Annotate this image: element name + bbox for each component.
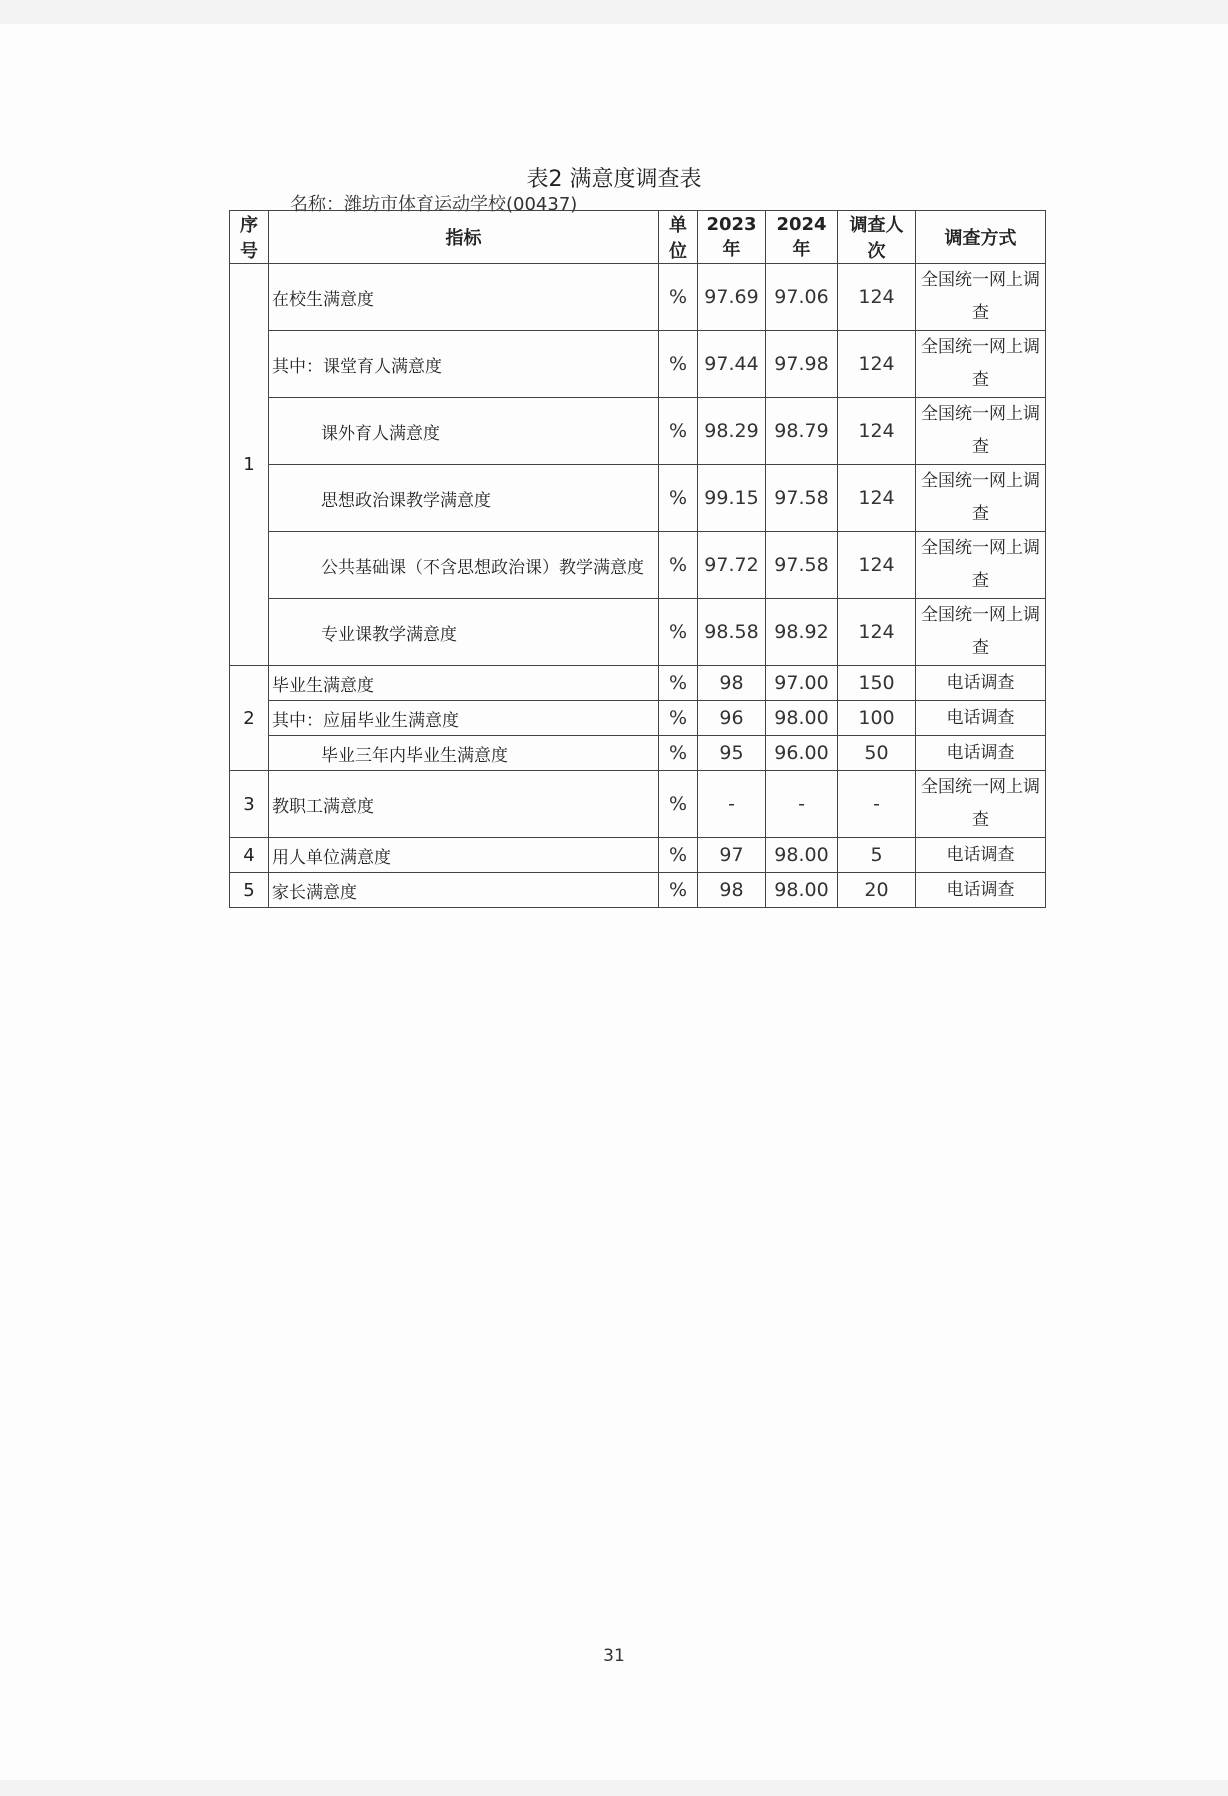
row-2023: 97	[698, 838, 766, 873]
header-2024: 2024年	[766, 211, 838, 264]
row-2024: 98.79	[766, 398, 838, 465]
row-method: 全国统一网上调查	[916, 398, 1046, 465]
row-2024: 97.58	[766, 532, 838, 599]
header-unit: 单位	[659, 211, 698, 264]
table-row	[230, 873, 1046, 908]
row-count: 50	[838, 736, 916, 771]
header-2023: 2023年	[698, 211, 766, 264]
row-2023: 97.72	[698, 532, 766, 599]
row-count: 124	[838, 465, 916, 532]
table-row	[230, 264, 1046, 331]
row-indicator: 在校生满意度	[269, 264, 659, 331]
row-2023: 98	[698, 873, 766, 908]
row-indicator: 教职工满意度	[269, 771, 659, 838]
row-unit: %	[659, 666, 698, 701]
organization-name: 名称：潍坊市体育运动学校(00437)	[290, 194, 578, 215]
row-method: 全国统一网上调查	[916, 771, 1046, 838]
table-row	[230, 465, 1046, 532]
row-indicator: 其中：应届毕业生满意度	[269, 701, 659, 736]
row-count: -	[838, 771, 916, 838]
row-2024: 98.00	[766, 701, 838, 736]
row-2024: -	[766, 771, 838, 838]
table-title: 表2 满意度调查表	[526, 167, 702, 192]
row-2023: 97.44	[698, 331, 766, 398]
header-indicator: 指标	[269, 211, 659, 264]
row-2024: 96.00	[766, 736, 838, 771]
row-method: 电话调查	[916, 838, 1046, 873]
row-unit: %	[659, 532, 698, 599]
row-unit: %	[659, 599, 698, 666]
table-row	[230, 736, 1046, 771]
table-row	[230, 331, 1046, 398]
table-row	[230, 599, 1046, 666]
row-2024: 97.58	[766, 465, 838, 532]
page-number: 31	[603, 1646, 625, 1666]
row-indicator: 专业课教学满意度	[269, 599, 659, 666]
row-indicator: 家长满意度	[269, 873, 659, 908]
row-method: 电话调查	[916, 701, 1046, 736]
row-2023: 99.15	[698, 465, 766, 532]
row-2024: 98.00	[766, 838, 838, 873]
row-method: 全国统一网上调查	[916, 599, 1046, 666]
document-page	[0, 24, 1228, 1780]
row-indicator: 毕业三年内毕业生满意度	[269, 736, 659, 771]
row-indicator: 毕业生满意度	[269, 666, 659, 701]
row-count: 124	[838, 398, 916, 465]
row-count: 5	[838, 838, 916, 873]
row-unit: %	[659, 331, 698, 398]
table-row	[230, 838, 1046, 873]
header-method: 调查方式	[916, 211, 1046, 264]
header-count: 调查人次	[838, 211, 916, 264]
table-row	[230, 771, 1046, 838]
row-unit: %	[659, 838, 698, 873]
table-row	[230, 532, 1046, 599]
header-seq: 序号	[230, 211, 269, 264]
table-row	[230, 398, 1046, 465]
row-unit: %	[659, 465, 698, 532]
row-count: 124	[838, 331, 916, 398]
row-seq: 2	[230, 666, 269, 771]
row-count: 100	[838, 701, 916, 736]
row-seq: 3	[230, 771, 269, 838]
row-unit: %	[659, 398, 698, 465]
row-count: 124	[838, 532, 916, 599]
table-row	[230, 701, 1046, 736]
row-count: 150	[838, 666, 916, 701]
row-unit: %	[659, 736, 698, 771]
row-indicator: 公共基础课（不含思想政治课）教学满意度	[269, 532, 659, 599]
row-method: 全国统一网上调查	[916, 331, 1046, 398]
row-method: 全国统一网上调查	[916, 532, 1046, 599]
row-count: 124	[838, 264, 916, 331]
row-indicator: 其中：课堂育人满意度	[269, 331, 659, 398]
row-2023: 97.69	[698, 264, 766, 331]
row-indicator: 思想政治课教学满意度	[269, 465, 659, 532]
satisfaction-survey-table	[229, 210, 1046, 908]
row-method: 电话调查	[916, 736, 1046, 771]
row-2023: -	[698, 771, 766, 838]
header-row	[230, 211, 1046, 264]
row-method: 电话调查	[916, 873, 1046, 908]
row-2024: 97.06	[766, 264, 838, 331]
row-method: 全国统一网上调查	[916, 465, 1046, 532]
row-indicator: 课外育人满意度	[269, 398, 659, 465]
row-seq: 4	[230, 838, 269, 873]
row-2023: 98	[698, 666, 766, 701]
row-2024: 97.00	[766, 666, 838, 701]
row-2024: 97.98	[766, 331, 838, 398]
row-method: 全国统一网上调查	[916, 264, 1046, 331]
row-2023: 96	[698, 701, 766, 736]
row-method: 电话调查	[916, 666, 1046, 701]
table-row	[230, 666, 1046, 701]
row-indicator: 用人单位满意度	[269, 838, 659, 873]
row-seq: 1	[230, 264, 269, 666]
row-count: 124	[838, 599, 916, 666]
row-2024: 98.92	[766, 599, 838, 666]
row-seq: 5	[230, 873, 269, 908]
row-unit: %	[659, 873, 698, 908]
row-unit: %	[659, 264, 698, 331]
row-2023: 98.29	[698, 398, 766, 465]
row-count: 20	[838, 873, 916, 908]
row-2023: 95	[698, 736, 766, 771]
row-unit: %	[659, 771, 698, 838]
row-unit: %	[659, 701, 698, 736]
row-2023: 98.58	[698, 599, 766, 666]
row-2024: 98.00	[766, 873, 838, 908]
